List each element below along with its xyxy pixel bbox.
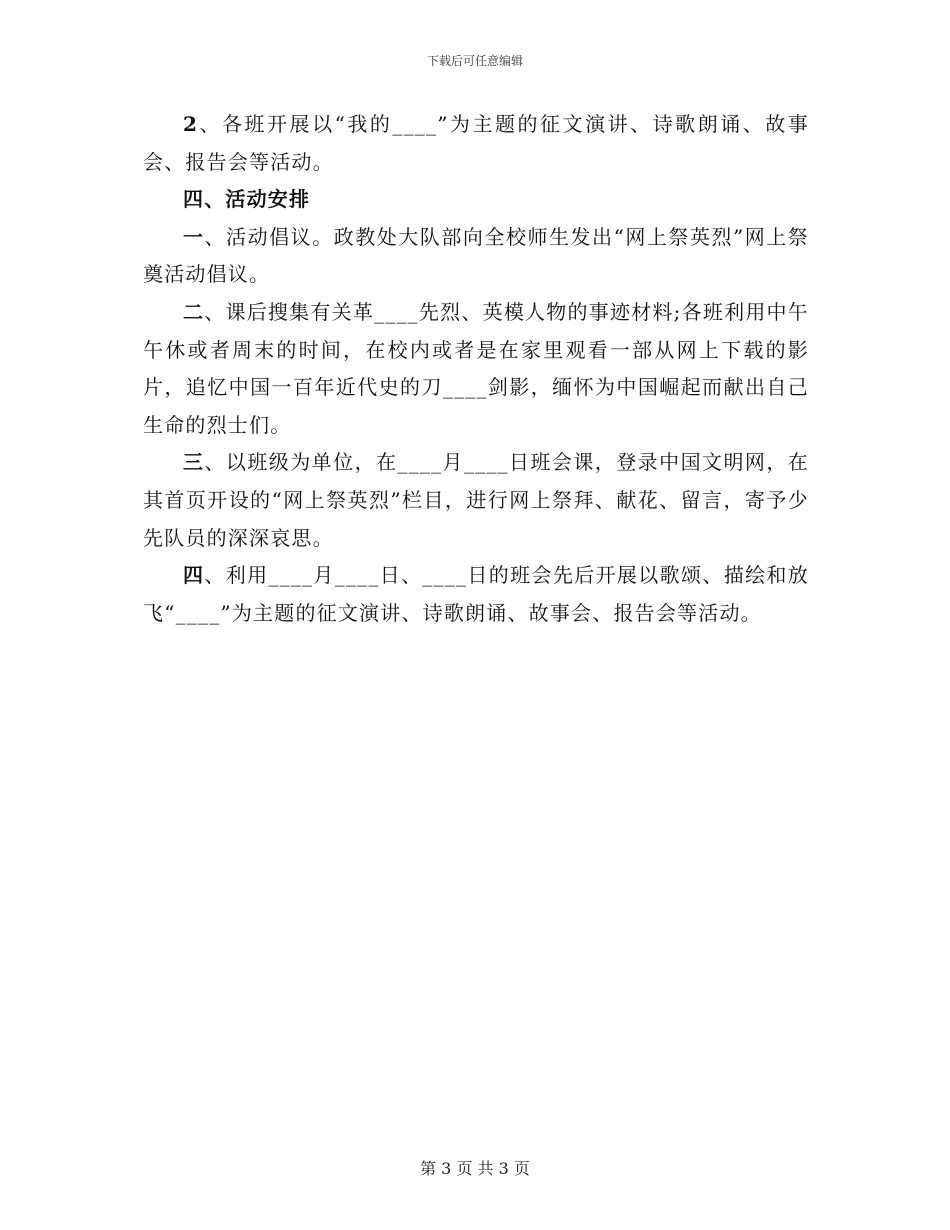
paragraph-activity-proposal	[143, 219, 809, 294]
paragraph-lead-number: 二	[183, 299, 205, 324]
document-body	[143, 106, 809, 632]
paragraph-text: 、以班级为单位，在____月____日班会课，登录中国文明网，在其首页开设的“网上祭英烈”栏目，进行网上祭拜、献花、留言，寄予少先队员的深深哀思。	[143, 450, 809, 550]
paragraph-lead-number: 四	[183, 563, 205, 588]
paragraph-text: 、利用____月____日、____日的班会先后开展以歌颂、描绘和放飞“____”为主题的征文演讲、诗歌朗诵、故事会、报告会等活动。	[143, 563, 809, 625]
paragraph-lead-number: 三	[183, 450, 205, 475]
paragraph-collect-materials	[143, 294, 809, 444]
page-footer: 第 3 页 共 3 页	[420, 1159, 530, 1178]
paragraph-text: 、各班开展以“我的____”为主题的征文演讲、诗歌朗诵、故事会、报告会等活动。	[143, 112, 809, 174]
paragraph-online-tribute	[143, 444, 809, 557]
section-heading: 四、活动安排	[183, 187, 311, 212]
paragraph-text: 、活动倡议。政教处大队部向全校师生发出“网上祭英烈”网上祭奠活动倡议。	[143, 224, 809, 287]
paragraph-class-activities	[143, 106, 809, 181]
paragraph-lead-number: 一	[183, 224, 205, 249]
paragraph-text: 、课后搜集有关革____先烈、英模人物的事迹材料;各班利用中午午休或者周末的时间，在校内或者是在家里观看一部从网上下载的影片，追忆中国一百年近代史的刀____剑影，缅怀为中国崛起而献出自己生命的烈士们。	[143, 299, 809, 437]
paragraph-lead-number: 2	[183, 112, 199, 136]
paragraph-class-meetings	[143, 557, 809, 632]
page-header: 下载后可任意编辑	[426, 54, 523, 68]
